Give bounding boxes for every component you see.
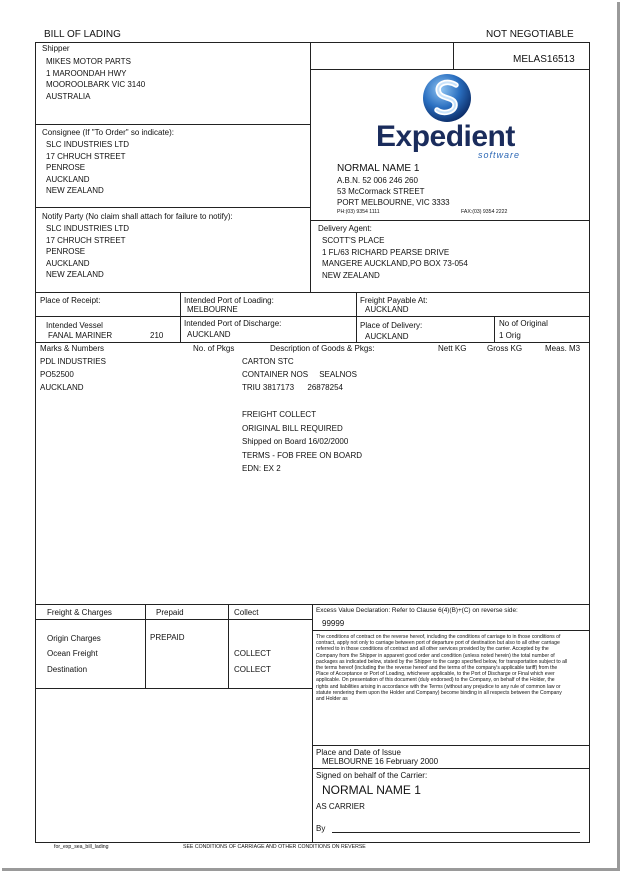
excess-value: 99999 — [322, 619, 345, 628]
signer-name: NORMAL NAME 1 — [322, 783, 421, 797]
shipper-line-2: 1 MAROONDAH HWY — [46, 68, 127, 78]
notify-party-line-2: 17 CHRUCH STREET — [46, 235, 126, 245]
shipper-line-4: AUSTRALIA — [46, 91, 91, 101]
delivery-agent-line-2: 1 FL/63 RICHARD PEARSE DRIVE — [322, 247, 450, 257]
collect-destination-value: COLLECT — [234, 665, 271, 674]
marks-line-1: PDL INDUSTRIES — [40, 357, 106, 366]
shipped-on-board-note: Shipped on Board 16/02/2000 — [242, 437, 349, 446]
company-street: 53 McCormack STREET — [337, 187, 425, 196]
charge-item-origin: Origin Charges — [47, 634, 101, 643]
consignee-line-3: PENROSE — [46, 163, 86, 172]
shipper-label: Shipper — [42, 44, 70, 53]
logo-tagline: software — [478, 150, 521, 160]
charge-item-destination: Destination — [47, 665, 88, 674]
no-of-original-value: 1 Orig — [499, 331, 521, 340]
globe-s-logo-icon — [421, 72, 473, 124]
meas-m3-header: Meas. M3 — [545, 344, 581, 353]
delivery-agent-line-1: SCOTT'S PLACE — [322, 236, 385, 245]
notify-party-label: Notify Party (No claim shall attach for failure to notify): — [42, 212, 233, 221]
voyage-number: 210 — [150, 331, 164, 340]
freight-collect-note: FREIGHT COLLECT — [242, 410, 317, 419]
consignee-line-2: 17 CHRUCH STREET — [46, 151, 126, 161]
description-line-1: CARTON STC — [242, 357, 294, 366]
logo-word: Expedient — [376, 120, 515, 153]
not-negotiable-label: NOT NEGOTIABLE — [486, 29, 574, 40]
signature-line — [332, 832, 580, 833]
gross-kg-header: Gross KG — [487, 344, 523, 353]
charge-item-ocean-freight: Ocean Freight — [47, 649, 98, 658]
place-of-receipt-label: Place of Receipt: — [40, 296, 101, 305]
shipper-line-3: MOOROOLBARK VIC 3140 — [46, 80, 146, 89]
by-label: By — [316, 824, 326, 833]
as-carrier-label: AS CARRIER — [316, 802, 365, 811]
description-line-2: CONTAINER NOS SEALNOS — [242, 370, 357, 379]
collect-header: Collect — [234, 608, 259, 617]
description-header: Description of Goods & Pkgs: — [270, 344, 375, 353]
company-abn: A.B.N. 52 006 246 260 — [337, 176, 418, 185]
no-of-pkgs-header: No. of Pkgs — [193, 344, 235, 353]
signed-on-behalf-label: Signed on behalf of the Carrier: — [316, 771, 428, 780]
edn-note: EDN: EX 2 — [242, 464, 281, 473]
port-of-loading-value: MELBOURNE — [187, 305, 238, 314]
company-fax: FAX:(03) 9354 2222 — [461, 209, 508, 215]
place-date-issue-label: Place and Date of Issue — [316, 748, 401, 757]
original-bill-note: ORIGINAL BILL REQUIRED — [242, 424, 343, 433]
consignee-line-1: SLC INDUSTRIES LTD — [46, 140, 129, 149]
no-of-original-label: No of Original — [499, 319, 548, 328]
port-of-loading-label: Intended Port of Loading: — [184, 296, 274, 305]
consignee-label: Consignee (If "To Order" so indicate): — [42, 128, 174, 137]
description-line-3: TRIU 3817173 26878254 — [242, 383, 343, 392]
terms-note: TERMS - FOB FREE ON BOARD — [242, 451, 363, 460]
prepaid-origin-value: PREPAID — [150, 633, 185, 642]
consignee-line-4: AUCKLAND — [46, 174, 90, 184]
form-id: for_exp_sea_bill_lading — [54, 844, 109, 850]
notify-party-line-3: PENROSE — [46, 247, 86, 256]
collect-ocean-freight-value: COLLECT — [234, 649, 271, 658]
prepaid-header: Prepaid — [156, 608, 184, 617]
company-name: NORMAL NAME 1 — [337, 163, 420, 174]
intended-vessel-value: FANAL MARINER — [48, 331, 113, 340]
company-phone: PH:(03) 9354 1111 — [337, 209, 380, 215]
marks-numbers-header: Marks & Numbers — [40, 344, 105, 353]
place-of-delivery-label: Place of Delivery: — [360, 321, 423, 330]
bill-of-lading-page — [2, 2, 620, 871]
intended-vessel-label: Intended Vessel — [46, 321, 103, 330]
company-city: PORT MELBOURNE, VIC 3333 — [337, 198, 450, 207]
delivery-agent-line-4: NEW ZEALAND — [322, 270, 380, 280]
nett-kg-header: Nett KG — [438, 344, 467, 353]
document-title: BILL OF LADING — [44, 29, 121, 40]
place-of-delivery-value: AUCKLAND — [365, 332, 409, 341]
reverse-conditions-note: SEE CONDITIONS OF CARRIAGE AND OTHER CONDITIONS ON REVERSE — [183, 844, 366, 850]
freight-payable-label: Freight Payable At: — [360, 296, 428, 305]
freight-payable-value: AUCKLAND — [365, 305, 409, 314]
notify-party-line-5: NEW ZEALAND — [46, 270, 104, 279]
port-of-discharge-label: Intended Port of Discharge: — [184, 319, 282, 328]
bill-reference-number: MELAS16513 — [513, 54, 575, 65]
delivery-agent-label: Delivery Agent: — [318, 224, 372, 233]
shipper-line-1: MIKES MOTOR PARTS — [46, 57, 131, 66]
excess-value-label: Excess Value Declaration: Refer to Clause 6(4)(B)+(C) on reverse side: — [316, 607, 518, 614]
company-logo-wordmark — [376, 121, 515, 153]
port-of-discharge-value: AUCKLAND — [187, 330, 231, 339]
conditions-of-contract-text: The conditions of contract on the reverse hereof, including the conditions of carriage to in those conditions of contract, apply not only to carriage between port of departure port of destination but also to all other carriage referred to in those conditions of contract and all other services provided by the carrier. Accepted by the Company from the Shipper in apparent good order and condition (unless noted herein) the total number of packages as indicated below, stated by the Shipper to the cargo specified below, for transportation subject to all the terms hereof (including the the reverse hereof and the terms of the company's applicable tariff) from the Place of Acceptance or Port of Loading, whichever applicable, to the Port of Discharge or Final which ever applicable. On presentation of this document (duly endorsed) to the Company, on behalf of the Holder, the rights and liabilities arising in accordance with the Terms (without any prejudice to any rule of common law or statute rendering them upon the Holder and Company) become binding in all respects between the Company and Holder as — [316, 634, 568, 703]
freight-charges-header: Freight & Charges — [47, 608, 112, 617]
delivery-agent-line-3: MANGERE AUCKLAND,PO BOX 73-054 — [322, 259, 468, 268]
marks-line-2: PO52500 — [40, 370, 74, 379]
notify-party-line-1: SLC INDUSTRIES LTD — [46, 224, 129, 233]
marks-line-3: AUCKLAND — [40, 383, 84, 392]
consignee-line-5: NEW ZEALAND — [46, 186, 104, 195]
notify-party-line-4: AUCKLAND — [46, 258, 90, 268]
place-date-issue-value: MELBOURNE 16 February 2000 — [322, 757, 439, 766]
